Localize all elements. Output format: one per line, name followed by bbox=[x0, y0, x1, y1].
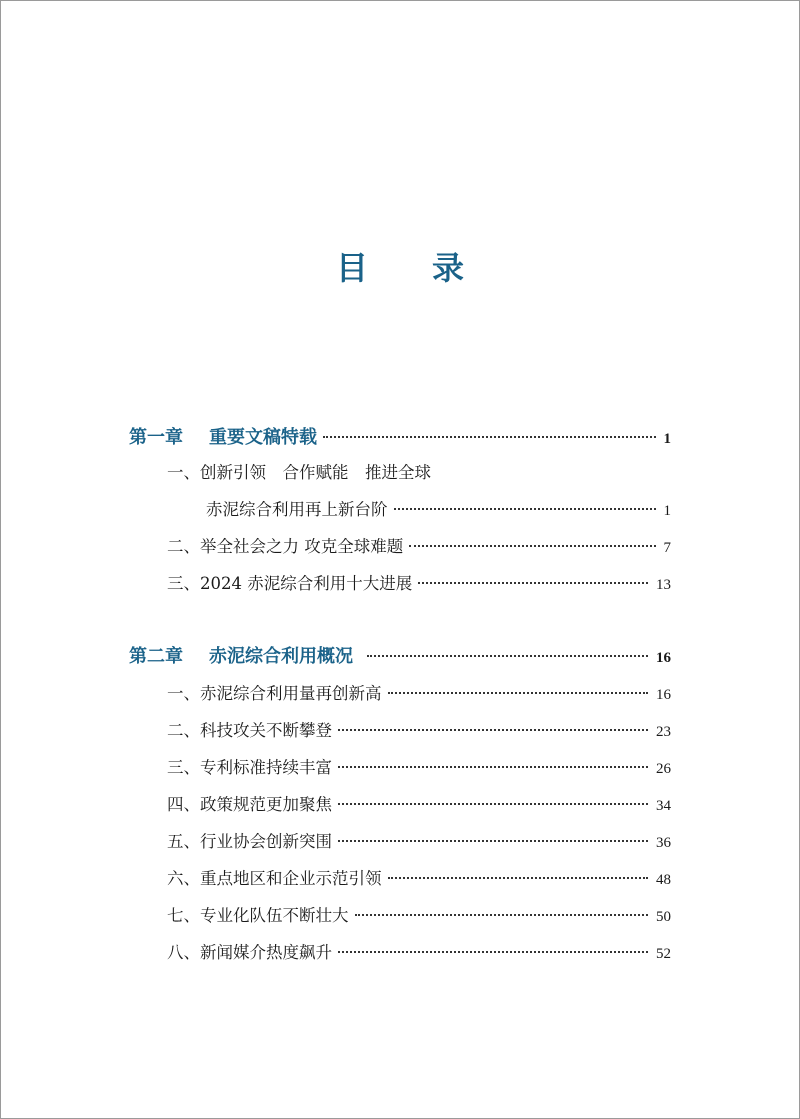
entry-title: 八、新闻媒介热度飙升 bbox=[167, 943, 332, 962]
page-number: 50 bbox=[656, 909, 671, 925]
chapter-1-heading[interactable] bbox=[129, 423, 671, 453]
page-number: 7 bbox=[663, 540, 671, 556]
toc-entry-1-1[interactable] bbox=[167, 459, 671, 489]
toc-entry-2-2[interactable] bbox=[167, 717, 671, 747]
entry-title: 赤泥综合利用再上新台阶 bbox=[206, 500, 388, 519]
page-number: 52 bbox=[656, 946, 671, 962]
page-number: 13 bbox=[656, 577, 671, 593]
dot-leader bbox=[323, 436, 656, 438]
toc-entry-2-1[interactable] bbox=[167, 680, 671, 710]
chapter-number: 第一章 bbox=[129, 427, 183, 448]
entry-title: 二、科技攻关不断攀登 bbox=[167, 721, 332, 740]
page-number: 48 bbox=[656, 872, 671, 888]
page-number: 36 bbox=[656, 835, 671, 851]
dot-leader bbox=[338, 951, 648, 953]
page-number: 1 bbox=[663, 503, 671, 519]
entry-title: 一、赤泥综合利用量再创新高 bbox=[167, 684, 382, 703]
chapter-number: 第二章 bbox=[129, 646, 183, 667]
page-number: 1 bbox=[663, 431, 671, 447]
dot-leader bbox=[409, 545, 655, 547]
entry-title: 四、政策规范更加聚焦 bbox=[167, 795, 332, 814]
page-number: 16 bbox=[656, 687, 671, 703]
entry-title: 七、专业化队伍不断壮大 bbox=[167, 906, 349, 925]
page-number: 34 bbox=[656, 798, 671, 814]
chapter-title: 赤泥综合利用概况 bbox=[209, 646, 353, 667]
toc-entry-1-2[interactable] bbox=[167, 533, 671, 563]
toc-title: 目录 bbox=[335, 249, 528, 287]
entry-title: 五、行业协会创新突围 bbox=[167, 832, 332, 851]
chapter-title: 重要文稿特载 bbox=[209, 427, 317, 448]
entry-title: 三、2024 赤泥综合利用十大进展 bbox=[167, 574, 413, 593]
page-number: 16 bbox=[656, 650, 671, 666]
toc-entry-2-6[interactable] bbox=[167, 865, 671, 895]
toc-entry-1-3[interactable] bbox=[167, 570, 671, 600]
toc-entry-2-3[interactable] bbox=[167, 754, 671, 784]
page-number: 26 bbox=[656, 761, 671, 777]
chapter-2-heading[interactable] bbox=[129, 642, 671, 672]
dot-leader bbox=[355, 914, 649, 916]
dot-leader bbox=[338, 729, 648, 731]
toc-entry-2-7[interactable] bbox=[167, 902, 671, 932]
toc-entry-2-8[interactable] bbox=[167, 939, 671, 969]
page-number: 23 bbox=[656, 724, 671, 740]
entry-title: 三、专利标准持续丰富 bbox=[167, 758, 332, 777]
dot-leader bbox=[338, 766, 648, 768]
toc-entry-2-4[interactable] bbox=[167, 791, 671, 821]
toc-entry-2-5[interactable] bbox=[167, 828, 671, 858]
dot-leader bbox=[418, 582, 648, 584]
dot-leader bbox=[338, 840, 648, 842]
entry-title: 二、举全社会之力 攻克全球难题 bbox=[167, 537, 404, 556]
toc-entry-1-1-continued[interactable] bbox=[206, 496, 671, 526]
dot-leader bbox=[367, 655, 648, 657]
dot-leader bbox=[388, 692, 649, 694]
entry-title: 一、创新引领 合作赋能 推进全球 bbox=[167, 463, 431, 482]
entry-title: 六、重点地区和企业示范引领 bbox=[167, 869, 382, 888]
dot-leader bbox=[338, 803, 648, 805]
dot-leader bbox=[388, 877, 649, 879]
dot-leader bbox=[394, 508, 656, 510]
